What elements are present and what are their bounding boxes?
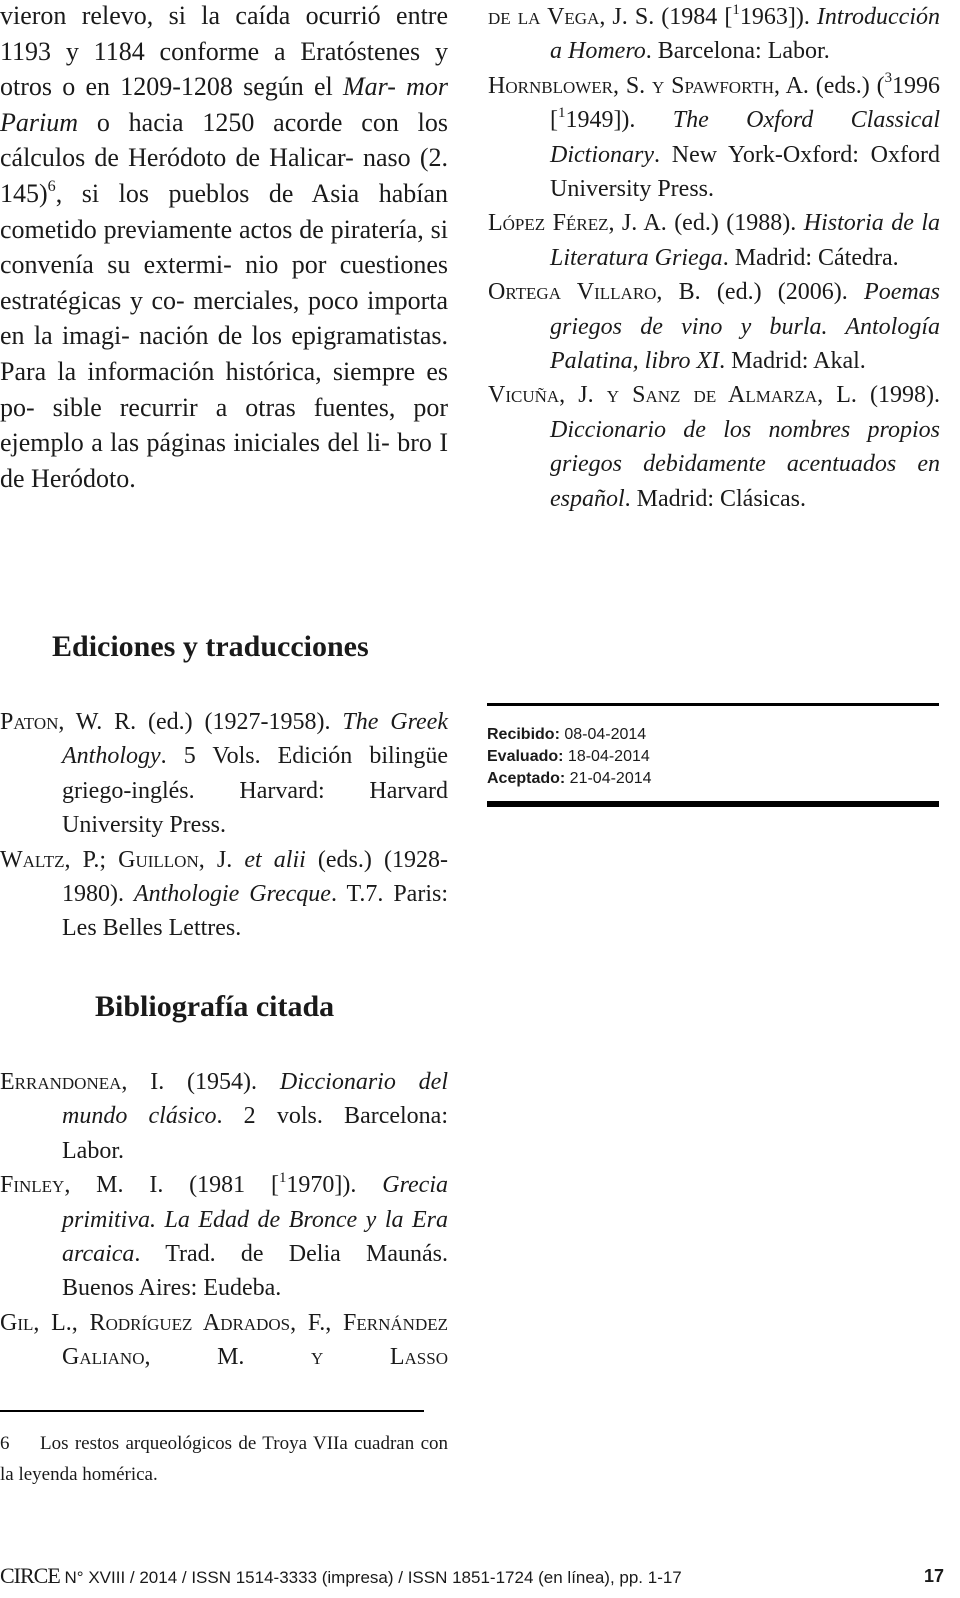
ref-author: Vicuña, J. y Sanz de Almarza, L. xyxy=(488,382,857,409)
ref-date: (ed.) (2006). xyxy=(700,279,865,306)
text-italic: mor Parium xyxy=(0,72,449,137)
ref-title: The Oxford Classical Dictionary xyxy=(550,107,940,168)
section-heading-ediciones: Ediciones y traducciones xyxy=(52,630,369,663)
bibliografia-list xyxy=(0,1065,448,1375)
ref-title: Grecia primitiva. La Edad de Bronce y la Era arcaica xyxy=(62,1172,449,1268)
section-heading-bibliografia: Bibliografía citada xyxy=(95,990,335,1023)
footnote-text: Los restos arqueológicos de Troya VIIa cuadran con la leyenda homérica. xyxy=(0,1433,448,1485)
ref-author: de la Vega, J. S. xyxy=(488,4,655,30)
date-label: Aceptado: xyxy=(487,770,566,787)
ref-date: (ed.) (1988). xyxy=(666,210,804,237)
ref-title: Anthologie Grecque xyxy=(133,881,331,908)
ref-date: 1963]). xyxy=(739,4,817,30)
ref-publisher: . Madrid: Akal. xyxy=(719,348,866,375)
ref-date: 1970]). xyxy=(286,1172,383,1199)
reference-entry xyxy=(488,0,940,69)
ref-author: Errandonea, I. xyxy=(0,1069,165,1095)
text-line: ejemplo a las páginas iniciales del li- xyxy=(0,428,390,458)
text-line: vieron relevo, si la caída ocurrió entre xyxy=(0,1,448,30)
ref-author: López Férez, J. A. xyxy=(488,210,667,237)
date-recibido xyxy=(487,724,939,746)
ref-date: (1981 [ xyxy=(163,1172,279,1199)
ref-author: Waltz, P.; Guillon, J. xyxy=(0,846,245,873)
ref-publisher: . 2 vols. Barcelona: Labor. xyxy=(62,1103,449,1164)
text-italic: Mar- xyxy=(342,72,396,102)
footnote xyxy=(0,1428,448,1490)
text-line: de piratería, si convenía su extermi- xyxy=(0,214,449,280)
ref-title: Poemas griegos de vino y burla. Antología Palatina, libro XI xyxy=(550,279,941,375)
reference-entry xyxy=(488,378,940,516)
ref-date: (eds.) ( xyxy=(808,72,885,99)
ref-title: Diccionario de los nombres propios griegos debidamente acentuados en español xyxy=(550,416,940,512)
submission-dates-box xyxy=(487,703,939,807)
footnote-ref[interactable]: 6 xyxy=(47,177,56,195)
date-value: 08-04-2014 xyxy=(559,726,647,743)
text-line: los cálculos de Heródoto de Halicar- xyxy=(0,107,449,173)
reference-entry xyxy=(0,1065,448,1168)
ref-publisher: . 5 Vols. Edición bilingüe griego-inglés. Harvard: Harvard University Press. xyxy=(62,743,448,839)
text-line: nio por cuestiones estratégicas y co- xyxy=(0,250,449,315)
date-value: 18-04-2014 xyxy=(563,748,650,765)
edition-sup: 3 xyxy=(884,70,892,87)
ref-publisher: . Barcelona: Labor. xyxy=(645,38,830,65)
ref-author: Ortega Villaro, B. xyxy=(488,279,701,306)
footnote-number: 6 xyxy=(0,1433,10,1454)
ref-title: Diccionario del mundo clásico xyxy=(62,1069,448,1130)
text-line: habían cometido previamente actos xyxy=(0,178,448,244)
ref-publisher: . Trad. de Delia Maunás. Buenos Aires: Eudeba. xyxy=(62,1241,448,1302)
ref-author: Gil, L., Rodríguez Adrados, F., Fernández Galiano, M. y Lasso xyxy=(0,1309,448,1371)
ref-date: 1949]). xyxy=(565,107,673,134)
reference-entry xyxy=(0,843,448,946)
ref-author: Hornblower, S. y Spawforth, A. xyxy=(488,72,809,99)
edition-sup: 1 xyxy=(558,104,566,121)
date-label: Evaluado: xyxy=(487,748,564,765)
reference-entry xyxy=(0,705,448,843)
ref-author: Finley, M. I. xyxy=(0,1172,164,1199)
footnote-divider xyxy=(0,1410,424,1412)
reference-entry xyxy=(488,69,940,207)
text-line: información histórica, siempre es po- xyxy=(0,356,448,422)
ediciones-list xyxy=(0,705,448,946)
body-paragraph xyxy=(0,0,448,496)
reference-entry xyxy=(488,275,940,378)
date-aceptado xyxy=(487,768,939,790)
ref-author: Paton, W. R. xyxy=(0,709,137,735)
ref-date: 1996 [ xyxy=(550,72,940,134)
footer-citation: N° XVIII / 2014 / ISSN 1514-3333 (impresa) / ISSN 1851-1724 (en línea), pp. 1-17 xyxy=(59,1568,682,1587)
ref-date: (1954). xyxy=(164,1069,280,1095)
date-value: 21-04-2014 xyxy=(565,770,652,787)
ref-etal: et alii xyxy=(244,846,306,873)
text-line: bro I de Heródoto. xyxy=(0,428,448,493)
text-line: otros o en 1209-1208 según el xyxy=(0,72,343,102)
text-line: naso (2. 145) xyxy=(0,143,448,208)
text-line: sible recurrir a otras fuentes, por xyxy=(52,392,448,422)
ref-title: Introducción a Homero xyxy=(550,4,940,65)
edition-sup: 1 xyxy=(732,1,740,18)
text-line: nación de los epigramatistas. Para la xyxy=(0,321,448,386)
edition-sup: 1 xyxy=(278,1169,287,1186)
ref-publisher: . New York-Oxford: Oxford University Press. xyxy=(550,141,940,203)
reference-entry xyxy=(0,1306,448,1375)
journal-logo: CIRCE xyxy=(0,1563,60,1588)
right-references xyxy=(488,0,940,516)
ref-publisher: . Madrid: Cátedra. xyxy=(722,244,899,271)
ref-title: The Greek Anthology xyxy=(62,709,448,770)
reference-entry xyxy=(488,206,940,275)
date-label: Recibido: xyxy=(487,726,560,743)
text-line: o hacia 1250 acorde con xyxy=(78,107,399,137)
ref-date: (ed.) (1927-1958). xyxy=(136,709,343,735)
text-line: merciales, poco importa en la imagi- xyxy=(0,285,448,351)
ref-date: (1984 [ xyxy=(654,4,733,30)
page-number: 17 xyxy=(923,1566,944,1586)
ref-date: (1998). xyxy=(856,382,941,409)
ref-title: Historia de la Literatura Griega xyxy=(550,210,940,271)
page-footer xyxy=(0,1562,944,1590)
text-line: , si los pueblos de Asia xyxy=(55,178,360,208)
ref-publisher: . Madrid: Clásicas. xyxy=(624,485,806,512)
ref-publisher: . T.7. Paris: Les Belles Lettres. xyxy=(62,881,448,942)
ref-date: (eds.) (1928-1980). xyxy=(62,846,448,908)
reference-entry xyxy=(0,1168,448,1306)
date-evaluado xyxy=(487,746,939,768)
text-line: 1193 y 1184 conforme a Eratóstenes y xyxy=(0,36,448,66)
